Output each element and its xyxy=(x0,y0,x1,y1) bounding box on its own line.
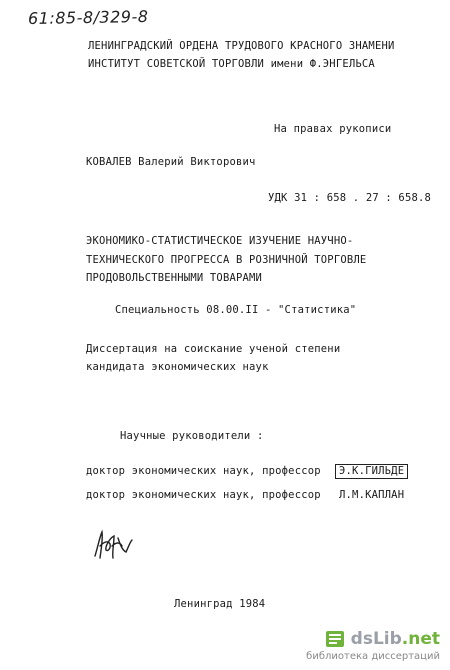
advisor-2-name: Л.М.КАПЛАН xyxy=(339,489,405,501)
watermark-brand xyxy=(351,629,440,649)
watermark-brand-main: dsLib xyxy=(350,629,402,649)
manuscript-rights-note: На правах рукописи xyxy=(274,123,392,135)
handwritten-signature xyxy=(92,528,134,562)
degree-line-1: Диссертация на соискание ученой степени xyxy=(86,343,341,355)
dissertation-title-line-1: ЭКОНОМИКО-СТАТИСТИЧЕСКОЕ ИЗУЧЕНИЕ НАУЧНО- xyxy=(86,235,354,247)
institution-line-2: ИНСТИТУТ СОВЕТСКОЙ ТОРГОВЛИ имени Ф.ЭНГЕЛЬСА xyxy=(88,58,375,70)
institution-line-1: ЛЕНИНГРАДСКИЙ ОРДЕНА ТРУДОВОГО КРАСНОГО ЗНАМЕНИ xyxy=(88,40,395,52)
advisor-1-degree: доктор экономических наук, профессор xyxy=(86,465,321,477)
city-and-year: Ленинград 1984 xyxy=(174,598,266,610)
degree-line-2: кандидата экономических наук xyxy=(86,361,269,373)
udc-code: УДК 31 : 658 . 27 : 658.8 xyxy=(268,192,432,204)
advisors-heading: Научные руководители : xyxy=(120,430,264,442)
advisor-2-degree: доктор экономических наук, профессор xyxy=(86,489,321,501)
book-logo-icon xyxy=(324,628,346,650)
dslib-watermark[interactable] xyxy=(290,628,440,662)
author-name: КОВАЛЕВ Валерий Викторович xyxy=(86,156,256,168)
handwritten-archive-code: 61:85-8/329-8 xyxy=(27,6,149,29)
specialty-line: Специальность 08.00.II - "Статистика" xyxy=(115,304,357,316)
watermark-subtitle: библиотека диссертаций xyxy=(306,651,440,662)
advisor-1-name: Э.К.ГИЛЬДЕ xyxy=(335,464,408,479)
dissertation-title-line-2: ТЕХНИЧЕСКОГО ПРОГРЕССА В РОЗНИЧНОЙ ТОРГОВЛЕ xyxy=(86,254,367,266)
dissertation-title-line-3: ПРОДОВОЛЬСТВЕННЫМИ ТОВАРАМИ xyxy=(86,272,263,284)
watermark-brand-domain: .net xyxy=(401,629,440,649)
